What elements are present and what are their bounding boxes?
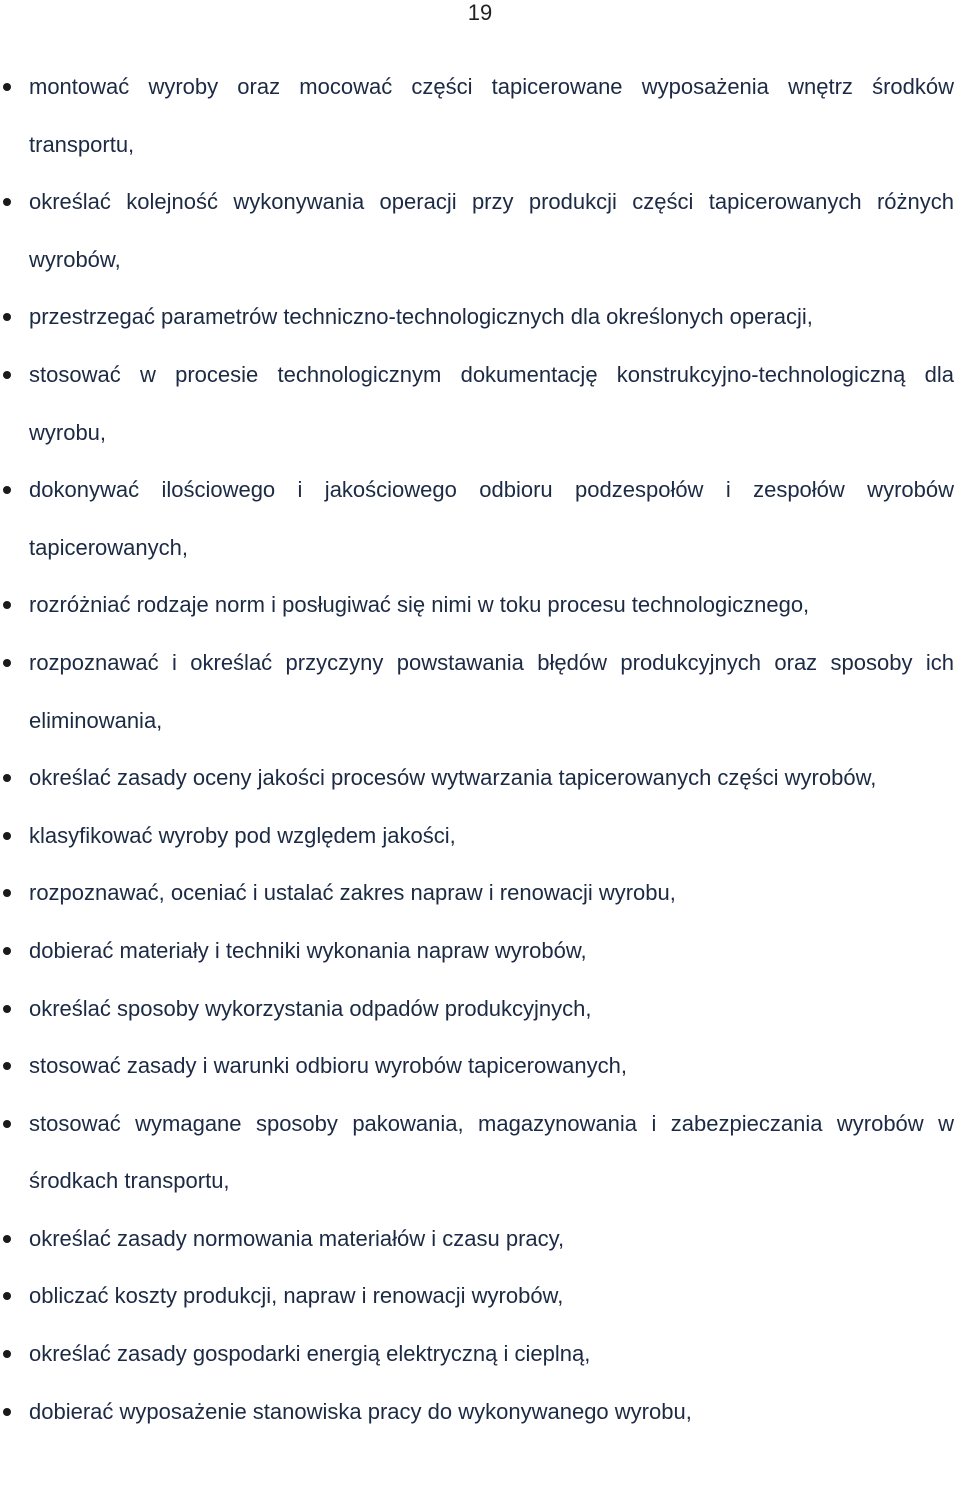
- list-item-text: dobierać materiały i techniki wykonania napraw wyrobów,: [29, 937, 587, 963]
- list-item: [0, 1325, 960, 1383]
- bullet-icon: [3, 1062, 11, 1070]
- bullet-icon: [3, 371, 11, 379]
- list-item: [0, 288, 960, 346]
- list-item: [0, 1037, 960, 1095]
- list-item-text: montować wyroby oraz mocować części tapicerowane wyposażenia wnętrz środków transportu,: [29, 74, 954, 157]
- bullet-icon: [3, 1235, 11, 1243]
- list-item-text: obliczać koszty produkcji, napraw i renowacji wyrobów,: [29, 1283, 564, 1309]
- list-item: [0, 634, 960, 749]
- list-item: [0, 461, 960, 576]
- list-item-text: określać zasady gospodarki energią elektryczną i cieplną,: [29, 1341, 591, 1367]
- list-item-text: określać sposoby wykorzystania odpadów produkcyjnych,: [29, 995, 592, 1021]
- list-item: [0, 576, 960, 634]
- list-item-text: określać zasady normowania materiałów i czasu pracy,: [29, 1225, 565, 1251]
- bullet-icon: [3, 832, 11, 840]
- list-item-text: stosować zasady i warunki odbioru wyrobów tapicerowanych,: [29, 1053, 627, 1079]
- list-item-text: stosować wymagane sposoby pakowania, magazynowania i zabezpieczania wyrobów w środkach transportu,: [29, 1110, 954, 1194]
- list-item-text: określać kolejność wykonywania operacji przy produkcji części tapicerowanych różnych wyrobów,: [29, 189, 954, 272]
- list-item-text: rozpoznawać, oceniać i ustalać zakres napraw i renowacji wyrobu,: [29, 880, 676, 906]
- list-item: [0, 346, 960, 461]
- skills-list: [0, 58, 960, 1440]
- bullet-icon: [3, 1005, 11, 1013]
- bullet-icon: [3, 83, 11, 91]
- bullet-icon: [3, 198, 11, 206]
- list-item: [0, 1383, 960, 1441]
- bullet-icon: [3, 486, 11, 494]
- list-item: [0, 1210, 960, 1268]
- list-item-text: stosować w procesie technologicznym dokumentację konstrukcyjno-technologiczną dla wyrobu,: [29, 361, 954, 445]
- bullet-icon: [3, 659, 11, 667]
- list-item-text: klasyfikować wyroby pod względem jakości,: [29, 822, 456, 848]
- bullet-icon: [3, 774, 11, 782]
- list-item: [0, 807, 960, 865]
- list-item: [0, 58, 960, 173]
- bullet-icon: [3, 1408, 11, 1416]
- bullet-icon: [3, 1120, 11, 1128]
- list-item-text: rozróżniać rodzaje norm i posługiwać się nimi w toku procesu technologicznego,: [29, 592, 810, 618]
- bullet-icon: [3, 947, 11, 955]
- bullet-icon: [3, 889, 11, 897]
- list-item: [0, 1095, 960, 1210]
- bullet-icon: [3, 313, 11, 321]
- bullet-icon: [3, 601, 11, 609]
- bullet-icon: [3, 1292, 11, 1300]
- page-number: 19: [467, 0, 493, 25]
- bullet-icon: [3, 1350, 11, 1358]
- list-item: [0, 980, 960, 1038]
- list-item-text: rozpoznawać i określać przyczyny powstawania błędów produkcyjnych oraz sposoby ich eliminowania,: [29, 649, 954, 733]
- list-item: [0, 1267, 960, 1325]
- list-item: [0, 749, 960, 807]
- list-item-text: dobierać wyposażenie stanowiska pracy do wykonywanego wyrobu,: [29, 1398, 692, 1424]
- list-item-text: określać zasady oceny jakości procesów wytwarzania tapicerowanych części wyrobów,: [29, 765, 877, 791]
- list-item: [0, 864, 960, 922]
- list-item: [0, 922, 960, 980]
- list-item: [0, 173, 960, 288]
- list-item-text: dokonywać ilościowego i jakościowego odbioru podzespołów i zespołów wyrobów tapicerowanych,: [29, 477, 954, 560]
- list-item-text: przestrzegać parametrów techniczno-technologicznych dla określonych operacji,: [29, 304, 813, 330]
